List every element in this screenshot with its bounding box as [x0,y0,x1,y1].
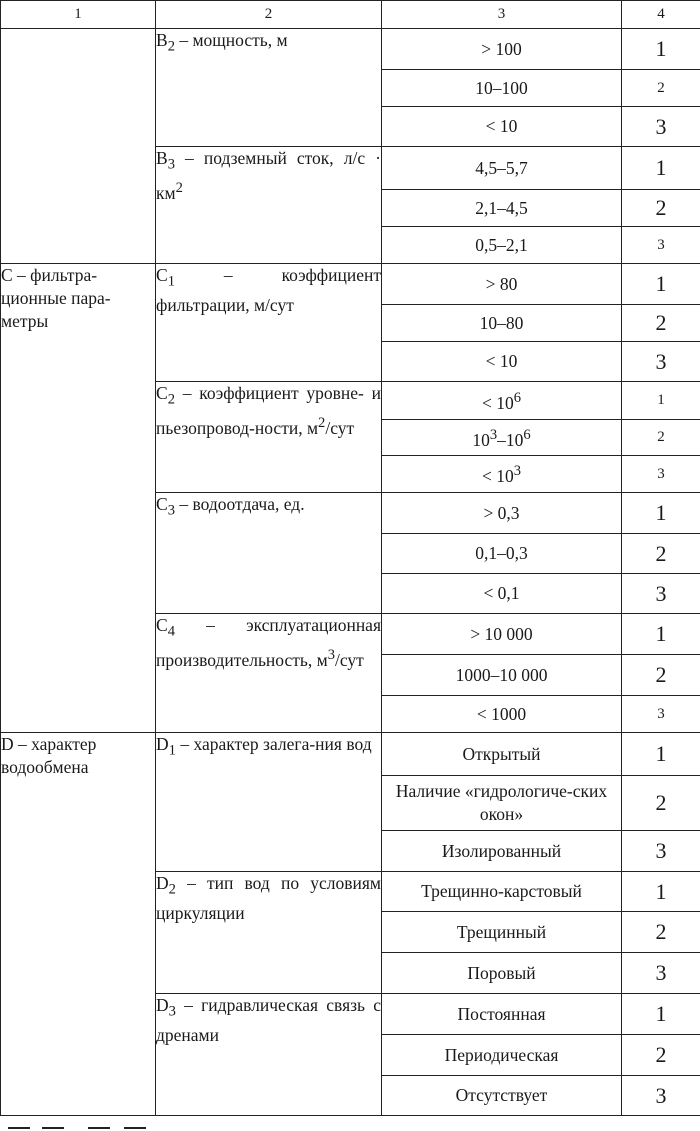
score-cell: 2 [622,534,700,574]
indicator-cell: $C_4$ – эксплуатационная производительность, $м^3$/сут [156,614,382,733]
indicator-cell: $D_1$ – характер залега-ния вод [156,733,382,872]
score-cell: 2 [622,912,700,953]
value-cell: Изолированный [382,831,622,872]
value-cell: < 10 [382,107,622,147]
score-cell: 3 [622,227,700,264]
indicator-cell: $B_3$ – подземный сток, $л/с \cdot км^2$ [156,147,382,264]
score-cell: 2 [622,190,700,227]
value-cell: Поровый [382,953,622,994]
table-row [1,733,700,776]
score-cell: 3 [622,1076,700,1116]
value-cell: Периодическая [382,1035,622,1076]
score-cell: 3 [622,107,700,147]
value-cell: 10–100 [382,70,622,107]
score-cell: 3 [622,456,700,493]
continuation-mask [0,1120,160,1131]
score-cell: 3 [622,574,700,614]
header-col-2: 2 [156,1,382,29]
criterion-cell: D – характер водообмена [1,733,156,1116]
indicator-cell: $C_1$ – коэффициент фильтрации, м/сут [156,264,382,382]
score-cell: 1 [622,382,700,420]
value-cell: Трещинно-карстовый [382,872,622,912]
indicator-cell: $D_2$ – тип вод по условиям циркуляции [156,872,382,994]
score-cell: 2 [622,305,700,342]
header-col-3: 3 [382,1,622,29]
value-cell: Открытый [382,733,622,776]
value-cell: 4,5–5,7 [382,147,622,190]
value-cell: > 100 [382,29,622,70]
header-col-1: 1 [1,1,156,29]
value-cell: < 1000 [382,696,622,733]
indicator-cell: $B_2$ – мощность, м [156,29,382,147]
indicator-cell: $D_3$ – гидравлическая связь с дренами [156,994,382,1116]
score-cell: 3 [622,953,700,994]
score-cell: 1 [622,994,700,1035]
score-cell: 1 [622,872,700,912]
score-cell: 2 [622,776,700,831]
value-cell: $10^3-10^6$ [382,420,622,456]
value-cell: > 80 [382,264,622,305]
value-cell: Трещинный [382,912,622,953]
value-cell: 0,5–2,1 [382,227,622,264]
continuation-dash [124,1127,146,1129]
score-cell: 3 [622,831,700,872]
value-cell: < 0,1 [382,574,622,614]
score-cell: 2 [622,1035,700,1076]
value-cell: > 10 000 [382,614,622,655]
value-cell: < $10^6$ [382,382,622,420]
continuation-dash [8,1127,30,1129]
continuation-dash [42,1127,64,1129]
indicator-cell: $C_2$ – коэффициент уровне- и пьезопровод-ности, $м^2$/сут [156,382,382,493]
score-cell: 2 [622,655,700,696]
score-cell: 3 [622,342,700,382]
table-row [1,264,700,305]
score-cell: 1 [622,264,700,305]
value-cell: > 0,3 [382,493,622,534]
score-cell: 1 [622,733,700,776]
score-cell: 2 [622,70,700,107]
value-cell: 1000–10 000 [382,655,622,696]
score-cell: 2 [622,420,700,456]
score-cell: 1 [622,493,700,534]
continuation-dash [88,1127,110,1129]
criterion-cell: C – фильтра-ционные пара-метры [1,264,156,733]
indicator-cell: $C_3$ – водоотдача, ед. [156,493,382,614]
table-row [1,29,700,70]
value-cell: 10–80 [382,305,622,342]
header-col-4: 4 [622,1,700,29]
table-header-row [1,1,700,29]
value-cell: Постоянная [382,994,622,1035]
value-cell: 0,1–0,3 [382,534,622,574]
score-cell: 3 [622,696,700,733]
score-cell: 1 [622,147,700,190]
value-cell: Отсутствует [382,1076,622,1116]
score-cell: 1 [622,614,700,655]
value-cell: Наличие «гидрологиче-ских окон» [382,776,622,831]
criterion-cell [1,29,156,264]
score-cell: 1 [622,29,700,70]
value-cell: 2,1–4,5 [382,190,622,227]
value-cell: < $10^3$ [382,456,622,493]
value-cell: < 10 [382,342,622,382]
